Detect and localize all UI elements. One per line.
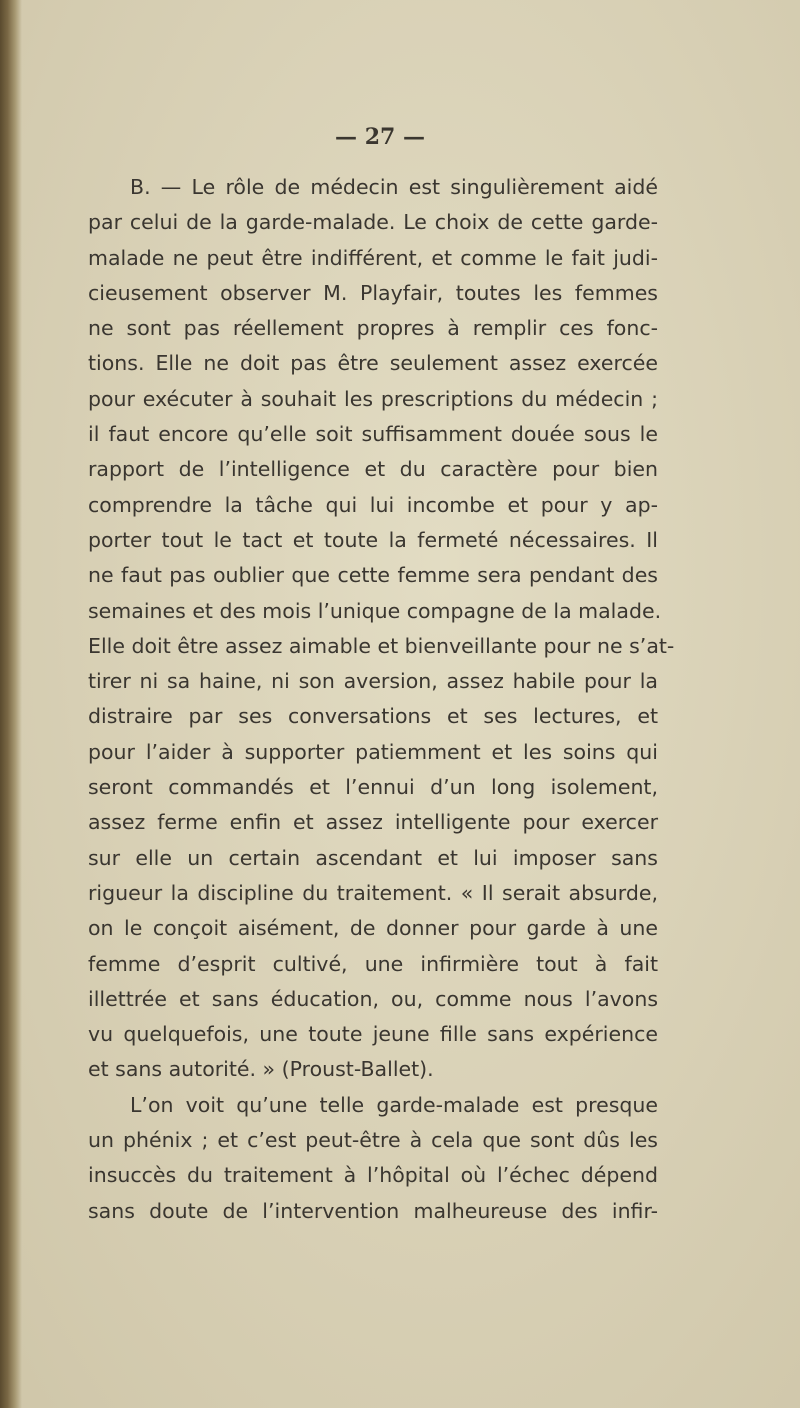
text-line: pour exécuter à souhait les prescriptions du médecin ; bbox=[88, 386, 658, 411]
text-line: sans doute de l’intervention malheureuse des infir- bbox=[88, 1198, 658, 1223]
paragraph-2 bbox=[88, 1088, 658, 1229]
text-line: on le conçoit aisément, de donner pour garde à une bbox=[88, 916, 658, 941]
text-line: ne sont pas réellement propres à remplir ces fonc- bbox=[88, 316, 658, 341]
text-line: et sans autorité. » (Proust-Ballet). bbox=[88, 1057, 434, 1082]
body-text bbox=[88, 170, 675, 1229]
text-line: semaines et des mois l’unique compagne de la malade. bbox=[88, 598, 662, 623]
text-line: cieusement observer M. Playfair, toutes les femmes bbox=[88, 280, 658, 305]
text-line: seront commandés et l’ennui d’un long isolement, bbox=[88, 775, 658, 800]
text-line: insuccès du traitement à l’hôpital où l’échec dépend bbox=[88, 1163, 658, 1188]
text-line: assez ferme enfin et assez intelligente pour exercer bbox=[88, 810, 658, 835]
book-binding-edge bbox=[0, 0, 22, 1408]
text-line: sur elle un certain ascendant et lui imposer sans bbox=[88, 845, 658, 870]
text-line: rigueur la discipline du traitement. « Il serait absurde, bbox=[88, 880, 658, 905]
text-line: femme d’esprit cultivé, une infirmière tout à fait bbox=[88, 951, 658, 976]
page-number: — 27 — bbox=[335, 124, 425, 150]
text-line: distraire par ses conversations et ses lectures, et bbox=[88, 704, 658, 729]
text-line: vu quelquefois, une toute jeune fille sans expérience bbox=[88, 1022, 658, 1047]
text-line: ne faut pas oublier que cette femme sera pendant des bbox=[88, 563, 658, 588]
text-line: tions. Elle ne doit pas être seulement assez exercée bbox=[88, 351, 658, 376]
text-line: malade ne peut être indifférent, et comme le fait judi- bbox=[88, 245, 658, 270]
text-line: pour l’aider à supporter patiemment et les soins qui bbox=[88, 739, 658, 764]
text-line: un phénix ; et c’est peut-être à cela que sont dûs les bbox=[88, 1128, 658, 1153]
text-line: L’on voit qu’une telle garde-malade est presque bbox=[130, 1092, 658, 1117]
text-line: comprendre la tâche qui lui incombe et pour y ap- bbox=[88, 492, 658, 517]
text-line: rapport de l’intelligence et du caractère pour bien bbox=[88, 457, 658, 482]
text-line: il faut encore qu’elle soit suffisamment douée sous le bbox=[88, 422, 658, 447]
paragraph-1 bbox=[88, 170, 675, 1088]
text-line: Elle doit être assez aimable et bienveillante pour ne s’at- bbox=[88, 633, 675, 658]
text-line: par celui de la garde-malade. Le choix de cette garde- bbox=[88, 210, 658, 235]
text-line: B. — Le rôle de médecin est singulièrement aidé bbox=[130, 175, 658, 199]
text-line: porter tout le tact et toute la fermeté nécessaires. Il bbox=[88, 527, 658, 552]
text-line: tirer ni sa haine, ni son aversion, assez habile pour la bbox=[88, 669, 658, 694]
text-line: illettrée et sans éducation, ou, comme nous l’avons bbox=[88, 986, 658, 1011]
